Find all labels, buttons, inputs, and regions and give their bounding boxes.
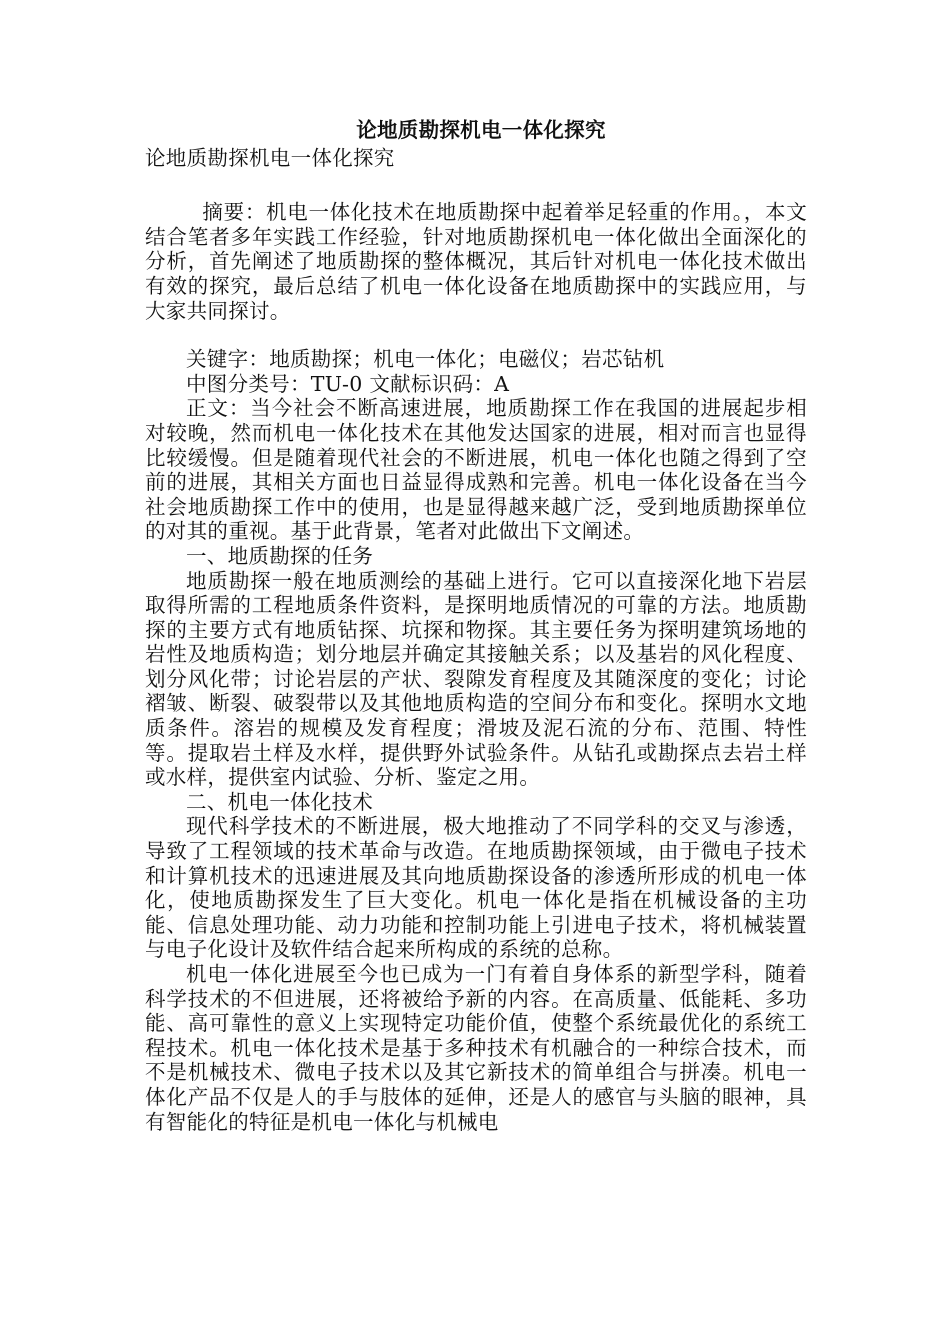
document-subtitle: 论地质勘探机电一体化探究 <box>145 145 395 170</box>
spacer <box>145 170 807 200</box>
abstract-paragraph: 摘要：机电一体化技术在地质勘探中起着举足轻重的作用。，本文结合笔者多年实践工作经验，针对地质勘探机电一体化做出全面深化的分析，首先阐述了地质勘探的整体概况，其后针对机电一体化技术做出有效的探究，最后总结了机电一体化设备在地质勘探中的实践应用，与大家共同探讨。 <box>145 200 807 323</box>
document-page <box>145 118 807 1134</box>
spacer <box>145 323 807 347</box>
section1-paragraph: 地质勘探一般在地质测绘的基础上进行。它可以直接深化地下岩层取得所需的工程地质条件资料，是探明地质情况的可靠的方法。地质勘探的主要方式有地质钻探、坑探和物探。其主要任务为探明建筑场地的岩性及地质构造；划分地层并确定其接触关系；以及基岩的风化程度、划分风化带；讨论岩层的产状、裂隙发育程度及其随深度的变化；讨论褶皱、断裂、破裂带以及其他地质构造的空间分布和变化。探明水文地质条件。溶岩的规模及发育程度；滑坡及泥石流的分布、范围、特性等。提取岩土样及水样，提供野外试验条件。从钻孔或勘探点去岩土样或水样，提供室内试验、分析、鉴定之用。 <box>145 568 807 790</box>
classification-line: 中图分类号：TU-0 文献标识码：A <box>186 371 510 396</box>
section-heading-2: 二、机电一体化技术 <box>186 789 374 814</box>
section-heading-1: 一、地质勘探的任务 <box>186 543 374 568</box>
keywords-line: 关键字：地质勘探；机电一体化；电磁仪；岩芯钻机 <box>186 347 665 372</box>
section2-paragraph-2: 机电一体化进展至今也已成为一门有着自身体系的新型学科，随着科学技术的不但进展，还将被给予新的内容。在高质量、低能耗、多功能、高可靠性的意义上实现特定功能价值，使整个系统最优化的系统工程技术。机电一体化技术是基于多种技术有机融合的一种综合技术，而不是机械技术、微电子技术以及其它新技术的简单组合与拼凑。机电一体化产品不仅是人的手与肢体的延伸，还是人的感官与头脑的眼神，具有智能化的特征是机电一体化与机械电 <box>145 962 807 1134</box>
document-title: 论地质勘探机电一体化探究 <box>356 118 606 142</box>
section2-paragraph-1: 现代科学技术的不断进展，极大地推动了不同学科的交叉与渗透，导致了工程领域的技术革命与改造。在地质勘探领域，由于微电子技术和计算机技术的迅速进展及其向地质勘探设备的渗透所形成的机电一体化，使地质勘探发生了巨大变化。机电一体化是指在机械设备的主功能、信息处理功能、动力功能和控制功能上引进电子技术，将机械装置与电子化设计及软件结合起来所构成的系统的总称。 <box>145 814 807 962</box>
intro-paragraph: 正文：当今社会不断高速进展，地质勘探工作在我国的进展起步相对较晚，然而机电一体化技术在其他发达国家的进展，相对而言也显得比较缓慢。但是随着现代社会的不断进展，机电一体化也随之得到了空前的进展，其相关方面也日益显得成熟和完善。机电一体化设备在当今社会地质勘探工作中的使用，也是显得越来越广泛，受到地质勘探单位的对其的重视。基于此背景，笔者对此做出下文阐述。 <box>145 396 807 544</box>
